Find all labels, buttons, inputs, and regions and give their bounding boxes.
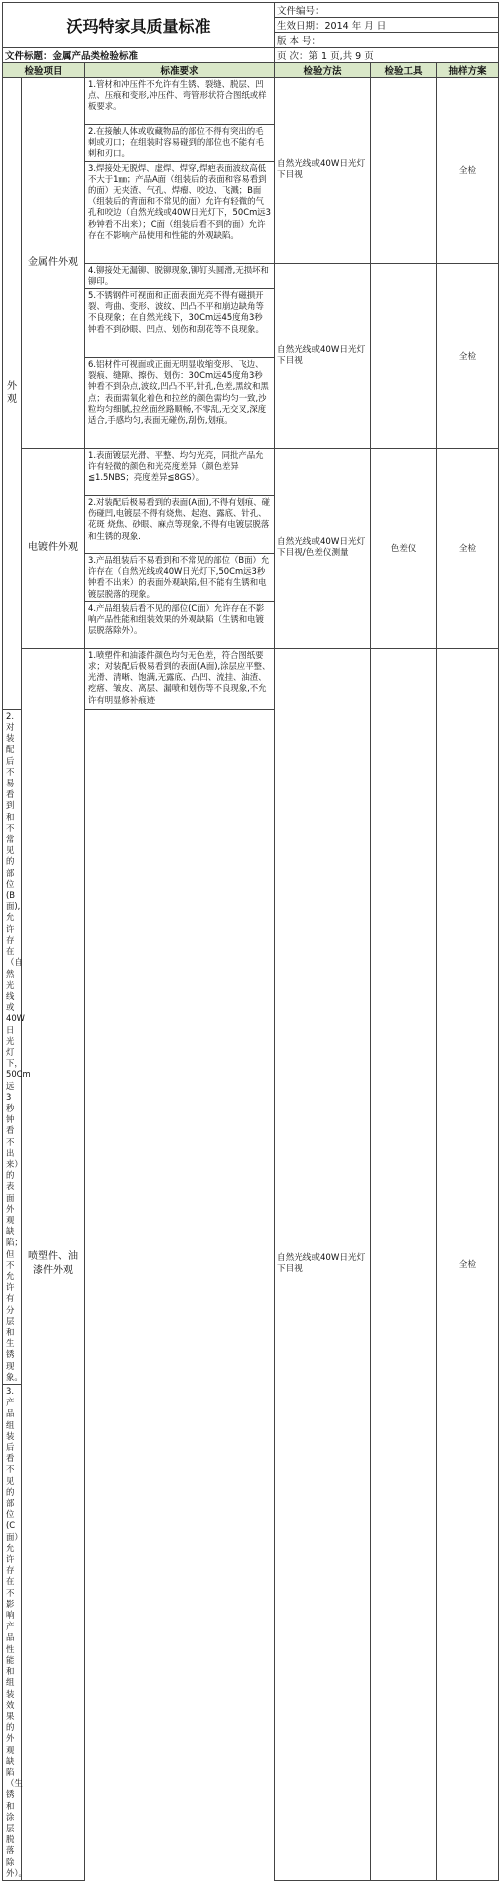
tool-cell	[371, 263, 437, 448]
category-metal: 金属件外观	[22, 78, 85, 449]
sampling-cell: 全检	[437, 78, 499, 264]
version-label: 版 本 号：	[275, 33, 499, 48]
category-coating: 喷塑件、油漆件外观	[22, 648, 85, 1880]
requirement-cell: 3.产品组装后看不见的部位(C面）允许存在不影响产品性能和组装效果的外观缺陷（生锈和涂层脱落除外）。	[3, 1385, 22, 1881]
requirement-cell: 6.铝材件可视面或正面无明显收缩变形、飞边、裂痕、缝隙、擦伤、划伤：30Cm远45度角3秒钟看不到杂点,波纹,凹凸不平,针孔,色差,黑纹和黑点；表面需氧化着色和拉丝的颜色需均匀一致,沙粒均匀细腻,拉丝面丝路顺畅,不零乱,无交叉,深度适合,手感均匀,表面无碰伤,刮伤,划痕。	[85, 358, 275, 449]
column-header-tool: 检验工具	[371, 63, 437, 78]
page-title: 沃玛特家具质量标准	[3, 3, 275, 48]
requirement-cell: 2.对装配后极易看到的表面(A面),不得有划痕、碰伤碰凹,电镀层不得有烧焦、起泡、露底、针孔、花斑 烧焦、砂眼、麻点等现象,不得有电镀层脱落和生锈的现象.	[85, 496, 275, 554]
sampling-cell: 全检	[437, 449, 499, 649]
spec-table	[2, 2, 499, 1881]
requirement-cell: 3.焊接处无脱焊、虚焊、焊穿,焊疤表面波纹高低不大于1㎜；产品A面（组装后的表面和容易看到的面）无夹渣、气孔、焊瘤、咬边、飞溅；B面（组装后的背面和不常见的面）允许有轻微的气孔和咬边（自然光线或40W日光灯下，50Cm远3秒钟看不出来）；C面（组装后看不到的面）允许存在不影响产品使用和性能的外观缺陷。	[85, 161, 275, 263]
requirement-cell: 1.喷塑件和油漆件颜色均匀无色差，符合图纸要求；对装配后极易看到的表面(A面),涂层应平整、光滑、清晰、饱满,无露底、凸凹、流挂、油渣、疙瘩、皱皮、离层、漏喷和划伤等不良现象,不允许有明显修补痕迹	[85, 648, 275, 709]
requirement-cell: 4.产品组装后看不见的部位(C面）允许存在不影响产品性能和组装效果的外观缺陷（生锈和电镀层脱落除外）。	[85, 601, 275, 648]
doc-number-label: 文件编号：	[275, 3, 499, 18]
column-header-method: 检验方法	[275, 63, 371, 78]
table-row	[3, 78, 499, 125]
sampling-cell: 全检	[437, 263, 499, 448]
tool-cell: 色差仪	[371, 449, 437, 649]
tool-cell	[371, 78, 437, 264]
column-header-row	[3, 63, 499, 78]
requirement-cell: 1.表面镀层光滑、平整、均匀光亮，同批产品允许有轻微的颜色和光亮度差异（颜色差异≦1.5NBS；亮度差异≦8GS）。	[85, 449, 275, 496]
method-cell: 自然光线或40W日光灯下目视/色差仪测量	[275, 449, 371, 649]
column-header-item: 检验项目	[3, 63, 85, 78]
requirement-cell: 5.不锈钢件可视面和正面表面光亮不得有磁損开裂、弯曲、变形、波纹、凹凸不平和崩边缺角等不良现象；在自然光线下，30Cm远45度角3秒钟看不到砂眼、凹点、划伤和刮花等不良现象。	[85, 289, 275, 358]
method-cell: 自然光线或40W日光灯下目视	[275, 263, 371, 448]
column-header-requirement: 标准要求	[85, 63, 275, 78]
method-cell: 自然光线或40W日光灯下目视	[275, 648, 371, 1880]
requirement-cell: 2.在接触人体或收藏物品的部位不得有突出的毛刺或刃口；在组装时容易碰到的部位也不能有毛刺和刃口。	[85, 125, 275, 162]
method-cell: 自然光线或40W日光灯下目视	[275, 78, 371, 264]
sampling-cell: 全检	[437, 648, 499, 1880]
document-title: 文件标题：金属产品类检验标准	[3, 48, 275, 63]
requirement-cell: 2.对装配后不易看到和不常见的部位(B面),允许存在（自然光线或40W日光灯下，50Cm远3秒钟看不出来）的表面外观缺陷；但不允许有分层和生锈现象。	[3, 709, 22, 1384]
column-header-sampling: 抽样方案	[437, 63, 499, 78]
tool-cell	[371, 648, 437, 1880]
requirement-cell: 1.管材和冲压件不允许有生锈、裂缝、脱层、凹点、压痕和变形,冲压件、弯管形状符合图纸或样板要求。	[85, 78, 275, 125]
requirement-cell: 4.铆接处无漏铆、脱铆现象,铆钉头圆滑,无损坏和铆印。	[85, 263, 275, 288]
outer-category: 外观	[3, 78, 22, 710]
requirement-cell: 3.产品组装后不易看到和不常见的部位（B面）允许存在（自然光线或40W日光灯下,50Cm远3秒钟看不出来）的表面外观缺陷,但不能有生锈和电镀层脱落的现象。	[85, 554, 275, 602]
page-info: 页 次：第 1 页,共 9 页	[275, 48, 499, 63]
effective-date: 生效日期：2014 年 月 日	[275, 18, 499, 33]
table-row	[3, 449, 499, 496]
category-plating: 电镀件外观	[22, 449, 85, 649]
table-row	[3, 648, 499, 709]
